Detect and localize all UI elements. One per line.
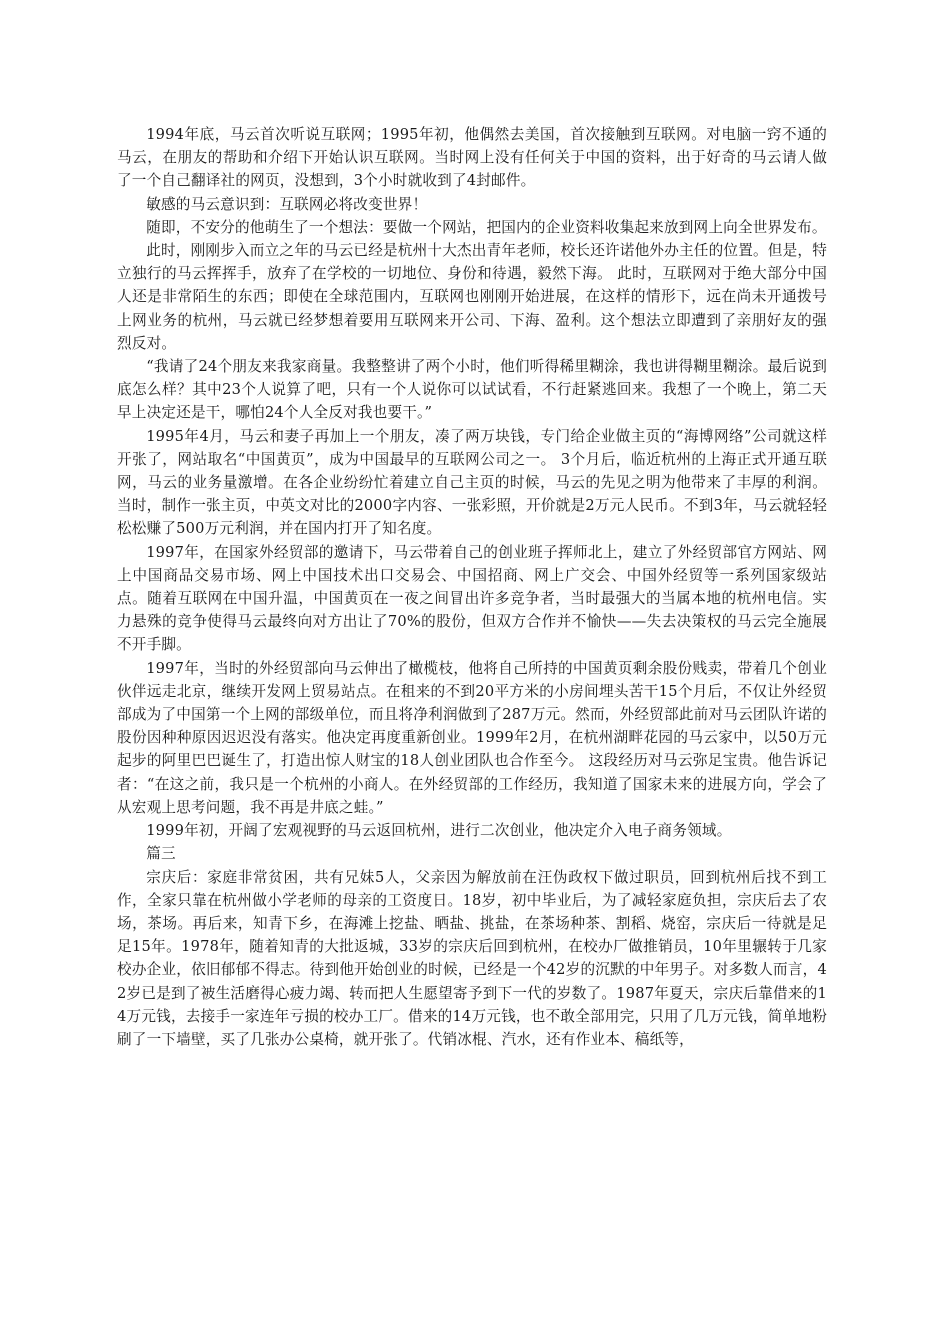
paragraph: 1999年初，开阔了宏观视野的马云返回杭州，进行二次创业，他决定介入电子商务领域。	[146, 822, 732, 840]
paragraph: “我请了24个朋友来我家商量。我整整讲了两个小时，他们听得稀里糊涂，我也讲得糊里糊涂。最后说到底怎么样？其中23个人说算了吧，只有一个人说你可以试试看，不行赶紧逃回来。我想了一个晚上，第二天早上决定还是干，哪怕24个人全反对我也要干。”	[117, 358, 827, 422]
paragraph: 宗庆后：家庭非常贫困，共有兄妹5人，父亲因为解放前在汪伪政权下做过职员，回到杭州后找不到工作，全家只靠在杭州做小学老师的母亲的工资度日。18岁，初中毕业后，为了减轻家庭负担，宗庆后去了农场，茶场。再后来，知青下乡，在海滩上挖盐、晒盐、挑盐，在茶场种茶、割稻、烧窑，宗庆后一待就是足足15年。1978年，随着知青的大批返城，33岁的宗庆后回到杭州，在校办厂做推销员，10年里辗转于几家校办企业，依旧郁郁不得志。待到他开始创业的时候，已经是一个42岁的沉默的中年男子。对多数人而言，42岁已是到了被生活磨得心疲力竭、转而把人生愿望寄予到下一代的岁数了。1987年夏天，宗庆后靠借来的14万元钱，去接手一家连年亏损的校办工厂。借来的14万元钱，也不敢全部用完，只用了几万元钱，简单地粉刷了一下墙壁，买了几张办公桌椅，就开张了。代销冰棍、汽水，还有作业本、稿纸等，	[117, 868, 827, 1048]
paragraph: 1995年4月，马云和妻子再加上一个朋友，凑了两万块钱，专门给企业做主页的“海博网络”公司就这样开张了，网站取名“中国黄页”，成为中国最早的互联网公司之一。 3个月后，临近杭州的上海正式开通互联网，马云的业务量激增。在各企业纷纷忙着建立自己主页的时候，马云的先见之明为他带来了丰厚的利润。当时，制作一张主页，中英文对比的2000字内容、一张彩照，开价就是2万元人民币。不到3年，马云就轻轻松松赚了500万元利润，并在国内打开了知名度。	[117, 427, 827, 538]
section-heading: 篇三	[146, 845, 176, 863]
document-body	[117, 123, 827, 1051]
paragraph: 1997年，当时的外经贸部向马云伸出了橄榄枝，他将自己所持的中国黄页剩余股份贱卖，带着几个创业伙伴远走北京，继续开发网上贸易站点。在租来的不到20平方米的小房间埋头苦干15个月后，不仅让外经贸部成为了中国第一个上网的部级单位，而且将净利润做到了287万元。然而，外经贸部此前对马云团队许诺的股份因种种原因迟迟没有落实。他决定再度重新创业。1999年2月，在杭州湖畔花园的马云家中，以50万元起步的阿里巴巴诞生了，打造出惊人财宝的18人创业团队也合作至今。 这段经历对马云弥足宝贵。他告诉记者：“在这之前，我只是一个杭州的小商人。在外经贸部的工作经历，我知道了国家未来的进展方向，学会了从宏观上思考问题，我不再是井底之蛙。”	[117, 659, 827, 816]
paragraph: 敏感的马云意识到：互联网必将改变世界！	[146, 195, 428, 213]
paragraph: 1997年，在国家外经贸部的邀请下，马云带着自己的创业班子挥师北上，建立了外经贸部官方网站、网上中国商品交易市场、网上中国技术出口交易会、中国招商、网上广交会、中国外经贸等一系列国家级站点。随着互联网在中国升温，中国黄页在一夜之间冒出许多竞争者，当时最强大的当属本地的杭州电信。实力悬殊的竞争使得马云最终向对方出让了70%的股份，但双方合作并不愉快——失去决策权的马云完全施展不开手脚。	[117, 543, 827, 654]
paragraph: 1994年底，马云首次听说互联网；1995年初，他偶然去美国，首次接触到互联网。对电脑一窍不通的马云，在朋友的帮助和介绍下开始认识互联网。当时网上没有任何关于中国的资料，出于好奇的马云请人做了一个自己翻译社的网页，没想到，3个小时就收到了4封邮件。	[117, 126, 827, 190]
paragraph: 随即，不安分的他萌生了一个想法：要做一个网站，把国内的企业资料收集起来放到网上向全世界发布。	[146, 218, 827, 236]
paragraph: 此时，刚刚步入而立之年的马云已经是杭州十大杰出青年老师，校长还许诺他外办主任的位置。但是，特立独行的马云挥挥手，放弃了在学校的一切地位、身份和待遇，毅然下海。 此时，互联网对于绝大部分中国人还是非常陌生的东西；即使在全球范围内，互联网也刚刚开始进展，在这样的情形下，远在尚未开通拨号上网业务的杭州，马云就已经梦想着要用互联网来开公司、下海、盈利。这个想法立即遭到了亲朋好友的强烈反对。	[117, 242, 827, 352]
